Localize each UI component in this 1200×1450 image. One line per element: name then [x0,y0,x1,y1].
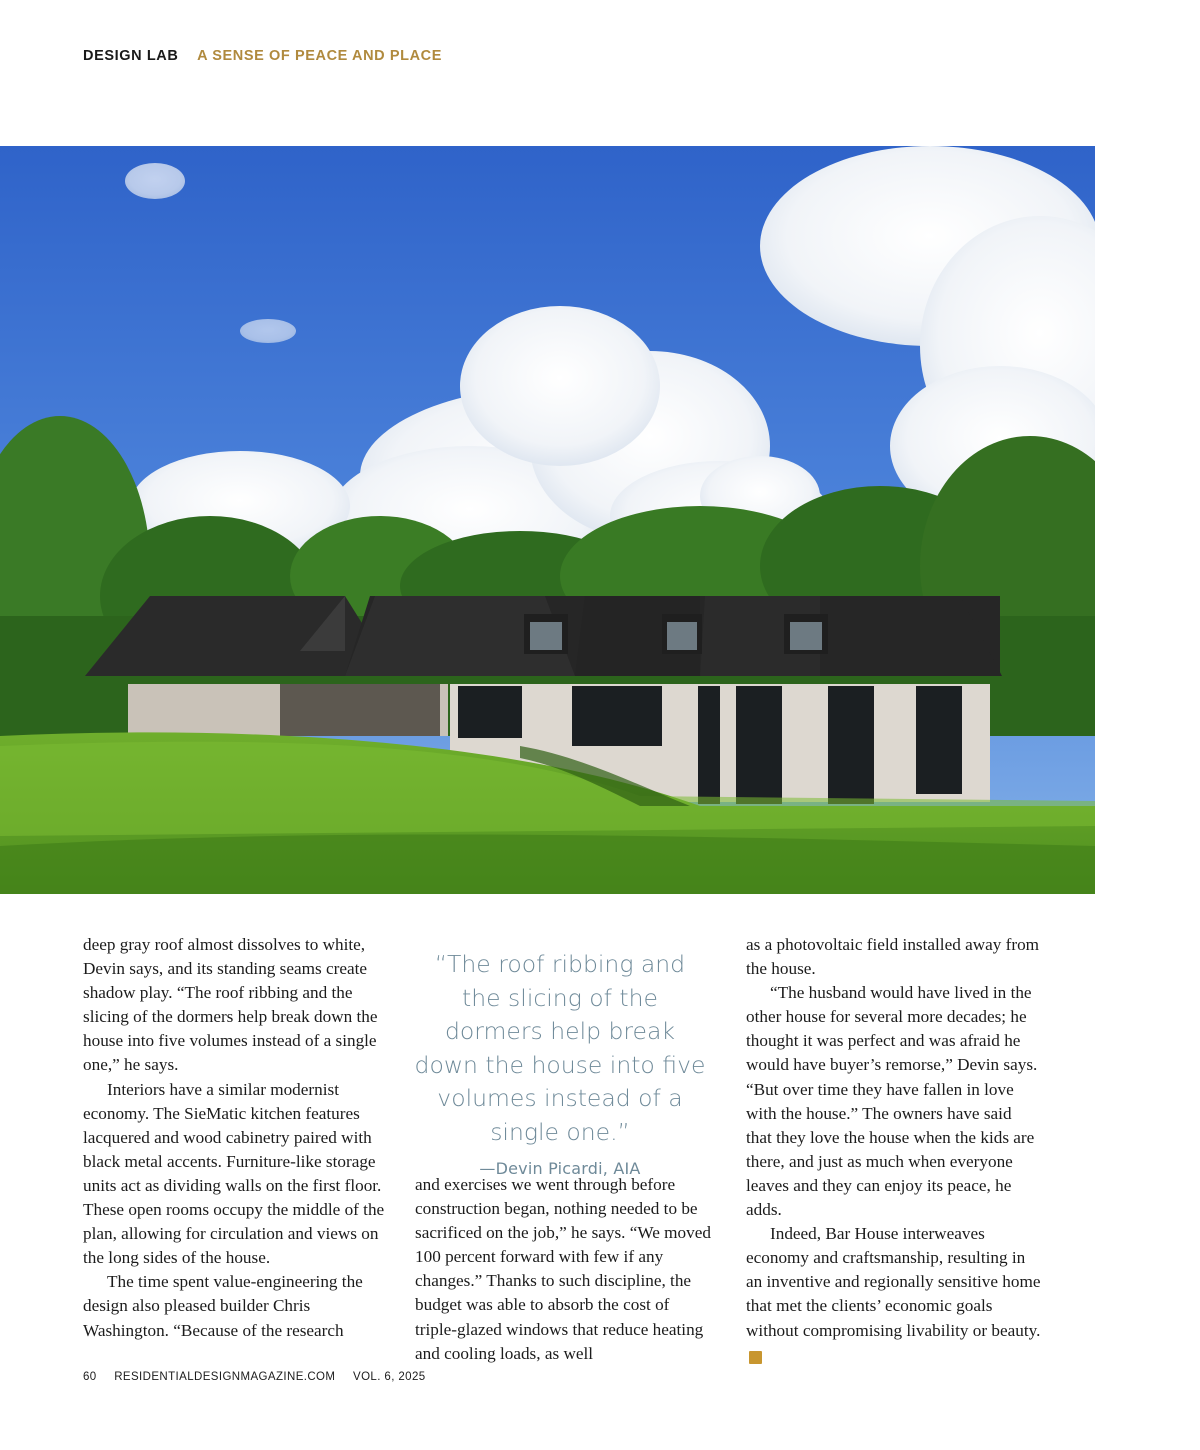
paragraph: The time spent value-engineering the design also pleased builder Chris Washington. “Because of the research [83,1272,363,1340]
paragraph: and exercises we went through before construction began, nothing needed to be sacrificed on the job,” he says. “We moved 100 percent forward with few if any changes.” Thanks to such discipline, the budget was able to absorb the cost of triple-glazed windows that reduce heating and cooling loads, as well [415,1175,711,1363]
paragraph: as a photovoltaic field installed away from the house. [746,935,1040,979]
paragraph: “The husband would have lived in the other house for several more decades; he thought it was perfect and was afraid he would have buyer’s remorse,” Devin says. “But over time they have fallen in love with the house.” The owners have said that they love the house when the kids are there, and just as much when everyone leaves and they can enjoy its peace, he adds. [746,983,1038,1220]
running-header [83,48,442,64]
paragraph [746,1222,1041,1367]
paragraph: Interiors have a similar modernist economy. The SieMatic kitchen features lacquered and wood cabinetry paired with black metal accents. Furniture-like storage units act as dividing walls on the first floor. These open rooms occupy the middle of the plan, allowing for circulation and views on the long sides of the house. [83,1079,385,1268]
pull-quote-attribution: —Devin Picardi, AIA [479,1159,641,1178]
end-mark-icon: RD [749,1351,762,1364]
issue-label: VOL. 6, 2025 [353,1371,426,1383]
house-photo [0,146,1095,894]
website-url[interactable]: RESIDENTIALDESIGNMAGAZINE.COM [114,1371,336,1383]
pull-quote-text: “The roof ribbing and the slicing of the dormers help break down the house into five volumes instead of a single one.” [414,950,706,1146]
pull-quote [412,948,708,1178]
paragraph: deep gray roof almost dissolves to white, Devin says, and its standing seams create shadow play. “The roof ribbing and the slicing of the dormers help break down the house into five volumes instead of a single one,” he says. [83,935,378,1075]
story-title: A SENSE OF PEACE AND PLACE [197,48,443,64]
house-illustration [0,146,1095,894]
section-label: DESIGN LAB [83,48,179,64]
article-column-3 [746,933,1041,1367]
page-number: 60 [83,1371,97,1383]
paragraph-text: Indeed, Bar House interweaves economy and craftsmanship, resulting in an inventive and regionally sensitive home that met the clients’ economic goals without compromising livability or beauty. [746,1224,1041,1340]
article-column-1 [83,933,388,1343]
article-column-2 [415,1173,715,1366]
page-footer [83,1371,440,1383]
